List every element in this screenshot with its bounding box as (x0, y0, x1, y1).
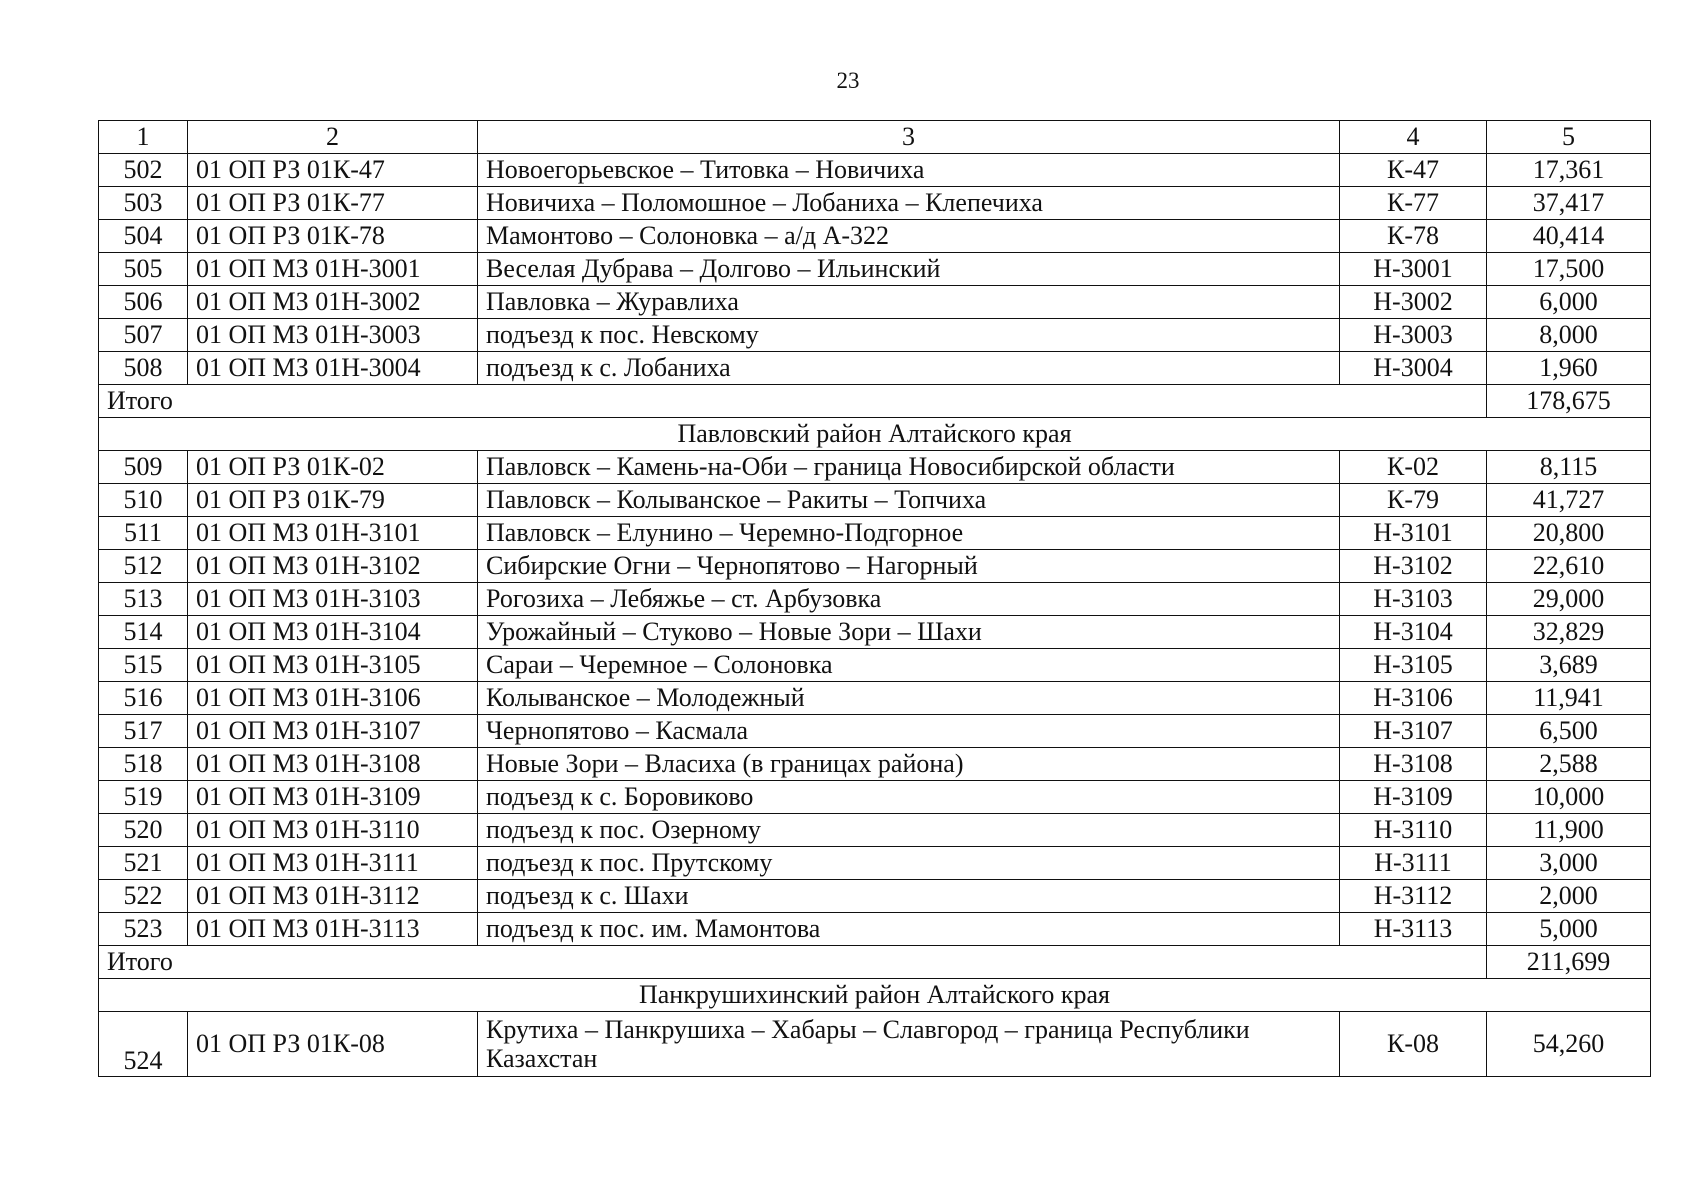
road-name: Новые Зори – Власиха (в границах района) (478, 748, 1340, 781)
road-code: Н-3113 (1340, 913, 1487, 946)
road-id: 01 ОП МЗ 01Н-3002 (188, 286, 478, 319)
road-id: 01 ОП МЗ 01Н-3103 (188, 583, 478, 616)
road-name: подъезд к пос. им. Мамонтова (478, 913, 1340, 946)
road-code: К-77 (1340, 187, 1487, 220)
table-row (99, 781, 1651, 814)
road-length: 1,960 (1487, 352, 1651, 385)
road-code: К-78 (1340, 220, 1487, 253)
road-id: 01 ОП МЗ 01Н-3110 (188, 814, 478, 847)
table-row (99, 517, 1651, 550)
table-row (99, 352, 1651, 385)
row-number: 524 (99, 1012, 188, 1077)
table-row (99, 814, 1651, 847)
road-length: 17,500 (1487, 253, 1651, 286)
district-header-row (99, 979, 1651, 1012)
row-number: 505 (99, 253, 188, 286)
road-name: Павловск – Колыванское – Ракиты – Топчиха (478, 484, 1340, 517)
table-row (99, 187, 1651, 220)
table-row (99, 220, 1651, 253)
road-name: Сибирские Огни – Чернопятово – Нагорный (478, 550, 1340, 583)
road-id: 01 ОП РЗ 01К-08 (188, 1012, 478, 1077)
road-code: Н-3101 (1340, 517, 1487, 550)
road-name: подъезд к пос. Невскому (478, 319, 1340, 352)
road-length: 41,727 (1487, 484, 1651, 517)
road-code: Н-3105 (1340, 649, 1487, 682)
row-number: 506 (99, 286, 188, 319)
page-number: 23 (836, 68, 860, 93)
road-id: 01 ОП РЗ 01К-77 (188, 187, 478, 220)
road-length: 2,000 (1487, 880, 1651, 913)
road-code: Н-3001 (1340, 253, 1487, 286)
column-number-4: 4 (1340, 121, 1487, 154)
road-name: Чернопятово – Касмала (478, 715, 1340, 748)
row-number: 521 (99, 847, 188, 880)
table-row (99, 286, 1651, 319)
table-row (99, 319, 1651, 352)
road-id: 01 ОП МЗ 01Н-3003 (188, 319, 478, 352)
road-length: 11,900 (1487, 814, 1651, 847)
row-number: 508 (99, 352, 188, 385)
table-row (99, 913, 1651, 946)
road-length: 40,414 (1487, 220, 1651, 253)
row-number: 514 (99, 616, 188, 649)
road-code: Н-3102 (1340, 550, 1487, 583)
road-id: 01 ОП МЗ 01Н-3001 (188, 253, 478, 286)
road-code: Н-3108 (1340, 748, 1487, 781)
district-name: Павловский район Алтайского края (99, 418, 1651, 451)
road-length: 5,000 (1487, 913, 1651, 946)
table-row (99, 715, 1651, 748)
row-number: 520 (99, 814, 188, 847)
road-name: Крутиха – Панкрушиха – Хабары – Славгород – граница Республики Казахстан (478, 1012, 1340, 1077)
road-length: 10,000 (1487, 781, 1651, 814)
road-length: 32,829 (1487, 616, 1651, 649)
road-length: 6,000 (1487, 286, 1651, 319)
road-length: 17,361 (1487, 154, 1651, 187)
road-id: 01 ОП МЗ 01Н-3113 (188, 913, 478, 946)
row-number: 518 (99, 748, 188, 781)
road-length: 8,000 (1487, 319, 1651, 352)
road-id: 01 ОП РЗ 01К-79 (188, 484, 478, 517)
road-code: Н-3003 (1340, 319, 1487, 352)
row-number: 502 (99, 154, 188, 187)
row-number: 511 (99, 517, 188, 550)
road-code: К-79 (1340, 484, 1487, 517)
table-row (99, 583, 1651, 616)
road-name: подъезд к с. Лобаниха (478, 352, 1340, 385)
column-number-1: 1 (99, 121, 188, 154)
road-code: Н-3111 (1340, 847, 1487, 880)
road-id: 01 ОП МЗ 01Н-3004 (188, 352, 478, 385)
row-number: 509 (99, 451, 188, 484)
road-name: Павловск – Камень-на-Оби – граница Новосибирской области (478, 451, 1340, 484)
table-row (99, 616, 1651, 649)
total-label: Итого (99, 385, 1487, 418)
road-code: Н-3106 (1340, 682, 1487, 715)
road-length: 11,941 (1487, 682, 1651, 715)
row-number: 519 (99, 781, 188, 814)
road-name: Павловка – Журавлиха (478, 286, 1340, 319)
table-row (99, 847, 1651, 880)
road-name: Рогозиха – Лебяжье – ст. Арбузовка (478, 583, 1340, 616)
table-row (99, 253, 1651, 286)
row-number: 503 (99, 187, 188, 220)
table-row (99, 550, 1651, 583)
row-number: 517 (99, 715, 188, 748)
row-number: 504 (99, 220, 188, 253)
total-label: Итого (99, 946, 1487, 979)
table-row (99, 154, 1651, 187)
total-value: 178,675 (1487, 385, 1651, 418)
district-name: Панкрушихинский район Алтайского края (99, 979, 1651, 1012)
row-number: 523 (99, 913, 188, 946)
table-row (99, 682, 1651, 715)
row-number: 512 (99, 550, 188, 583)
road-name: подъезд к пос. Прутскому (478, 847, 1340, 880)
road-name: Мамонтово – Солоновка – а/д А-322 (478, 220, 1340, 253)
road-code: Н-3104 (1340, 616, 1487, 649)
road-code: Н-3107 (1340, 715, 1487, 748)
road-id: 01 ОП МЗ 01Н-3107 (188, 715, 478, 748)
road-length: 22,610 (1487, 550, 1651, 583)
road-code: Н-3109 (1340, 781, 1487, 814)
road-length: 29,000 (1487, 583, 1651, 616)
roads-table-body (99, 121, 1651, 1077)
total-row (99, 946, 1651, 979)
road-length: 3,689 (1487, 649, 1651, 682)
row-number: 513 (99, 583, 188, 616)
row-number: 507 (99, 319, 188, 352)
roads-table (98, 120, 1651, 1077)
district-header-row (99, 418, 1651, 451)
road-id: 01 ОП РЗ 01К-02 (188, 451, 478, 484)
road-length: 37,417 (1487, 187, 1651, 220)
road-id: 01 ОП МЗ 01Н-3105 (188, 649, 478, 682)
road-name: подъезд к с. Боровиково (478, 781, 1340, 814)
road-code: Н-3103 (1340, 583, 1487, 616)
road-length: 3,000 (1487, 847, 1651, 880)
road-name: Сараи – Черемное – Солоновка (478, 649, 1340, 682)
road-code: Н-3004 (1340, 352, 1487, 385)
road-id: 01 ОП МЗ 01Н-3106 (188, 682, 478, 715)
road-code: К-47 (1340, 154, 1487, 187)
road-length: 8,115 (1487, 451, 1651, 484)
row-number: 510 (99, 484, 188, 517)
table-row (99, 748, 1651, 781)
road-code: Н-3112 (1340, 880, 1487, 913)
road-name: Новоегорьевское – Титовка – Новичиха (478, 154, 1340, 187)
column-number-2: 2 (188, 121, 478, 154)
road-length: 54,260 (1487, 1012, 1651, 1077)
road-code: Н-3110 (1340, 814, 1487, 847)
road-code: К-02 (1340, 451, 1487, 484)
total-value: 211,699 (1487, 946, 1651, 979)
road-name: подъезд к пос. Озерному (478, 814, 1340, 847)
road-name: Урожайный – Стуково – Новые Зори – Шахи (478, 616, 1340, 649)
road-id: 01 ОП РЗ 01К-47 (188, 154, 478, 187)
road-name: Новичиха – Поломошное – Лобаниха – Клепечиха (478, 187, 1340, 220)
road-id: 01 ОП МЗ 01Н-3104 (188, 616, 478, 649)
road-id: 01 ОП МЗ 01Н-3109 (188, 781, 478, 814)
total-row (99, 385, 1651, 418)
road-length: 2,588 (1487, 748, 1651, 781)
road-length: 20,800 (1487, 517, 1651, 550)
road-name: Павловск – Елунино – Черемно-Подгорное (478, 517, 1340, 550)
row-number: 515 (99, 649, 188, 682)
road-id: 01 ОП МЗ 01Н-3112 (188, 880, 478, 913)
road-id: 01 ОП МЗ 01Н-3108 (188, 748, 478, 781)
column-number-5: 5 (1487, 121, 1651, 154)
table-row (99, 451, 1651, 484)
road-id: 01 ОП МЗ 01Н-3102 (188, 550, 478, 583)
table-row (99, 484, 1651, 517)
road-name: подъезд к с. Шахи (478, 880, 1340, 913)
road-id: 01 ОП МЗ 01Н-3111 (188, 847, 478, 880)
column-number-row (99, 121, 1651, 154)
road-code: Н-3002 (1340, 286, 1487, 319)
table-row (99, 649, 1651, 682)
road-id: 01 ОП МЗ 01Н-3101 (188, 517, 478, 550)
road-length: 6,500 (1487, 715, 1651, 748)
table-row (99, 880, 1651, 913)
row-number: 522 (99, 880, 188, 913)
road-id: 01 ОП РЗ 01К-78 (188, 220, 478, 253)
row-number: 516 (99, 682, 188, 715)
road-name: Веселая Дубрава – Долгово – Ильинский (478, 253, 1340, 286)
column-number-3: 3 (478, 121, 1340, 154)
road-name: Колыванское – Молодежный (478, 682, 1340, 715)
table-row (99, 1012, 1651, 1077)
road-code: К-08 (1340, 1012, 1487, 1077)
